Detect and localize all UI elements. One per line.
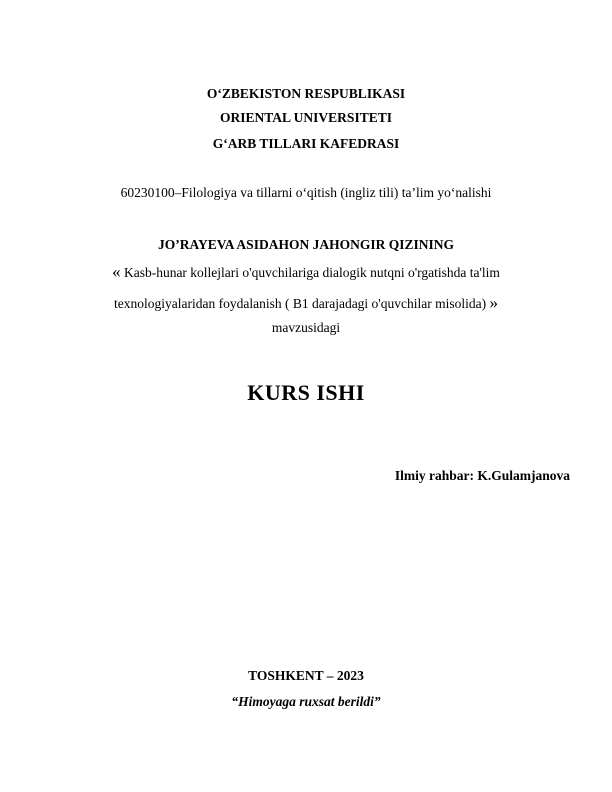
- close-quote: »: [489, 293, 498, 312]
- program-line: 60230100–Filologiya va tillarni o‘qitish (ingliz tili) ta’lim yo‘nalishi: [120, 185, 492, 200]
- topic-line-2: [0, 295, 612, 312]
- topic-line-1: [0, 264, 612, 281]
- topic-text-1: Kasb-hunar kollejlari o'quvchilariga dialogik nutqni o'rgatishda ta'lim: [120, 265, 500, 280]
- approval-note: “Himoyaga ruxsat berildi”: [231, 694, 381, 709]
- department-heading: G‘ARB TILLARI KAFEDRASI: [212, 136, 400, 151]
- open-quote: «: [112, 262, 121, 281]
- supervisor-line: Ilmiy rahbar: K.Gulamjanova: [394, 468, 570, 483]
- city-year: TOSHKENT – 2023: [248, 668, 364, 683]
- topic-text-2: texnologiyalaridan foydalanish ( B1 darajadagi o'quvchilar misolida): [114, 296, 490, 311]
- republic-heading: O‘ZBEKISTON RESPUBLIKASI: [206, 86, 406, 101]
- author-name: JO’RAYEVA ASIDAHON JAHONGIR QIZINING: [158, 237, 454, 252]
- university-heading: ORIENTAL UNIVERSITETI: [220, 110, 392, 125]
- work-type-title: KURS ISHI: [247, 380, 365, 405]
- topic-line-3: mavzusidagi: [271, 320, 341, 335]
